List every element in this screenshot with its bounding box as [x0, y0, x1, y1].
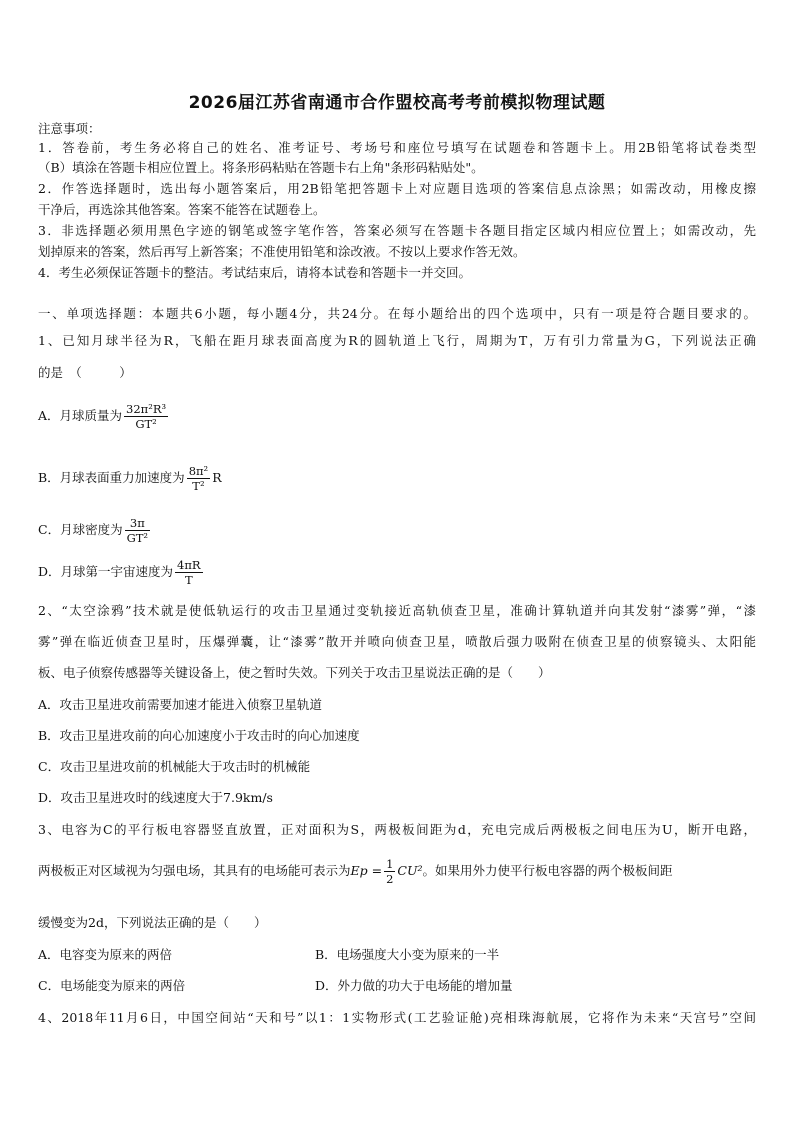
notice-item: 1．答卷前，考生务必将自己的姓名、准考证号、考场号和座位号填写在试题卷和答题卡上。用2B铅笔将试卷类型: [38, 140, 756, 155]
q1-option-c[interactable]: [38, 516, 152, 545]
section-heading: 一、单项选择题：本题共6小题，每小题4分，共24分。在每小题给出的四个选项中，只有一项是符合题目要求的。: [38, 306, 756, 321]
formula: $\frac{1}{2}$: [386, 857, 394, 886]
formula: $\frac{\text{8π²}}{\text{T²}}$: [188, 464, 209, 493]
q3-option-b[interactable]: B．电场强度大小变为原来的一半: [315, 947, 500, 962]
notice-item: 2．作答选择题时，选出每小题答案后，用2B铅笔把答题卡上对应题目选项的答案信息点涂黑；如需改动，用橡皮擦: [38, 181, 757, 196]
q3-option-d[interactable]: D．外力做的功大于电场能的增加量: [315, 978, 513, 993]
q2-stem: 2、“太空涂鸦”技术就是使低轨运行的攻击卫星通过变轨接近高轨侦查卫星，准确计算轨道并向其发射“漆雾”弹，“漆: [38, 603, 756, 618]
q3-option-c[interactable]: C．电场能变为原来的两倍: [38, 978, 186, 993]
option-label: A．月球质量为: [38, 408, 123, 423]
q3-option-a[interactable]: A．电容变为原来的两倍: [38, 947, 173, 962]
page-title: 2026届江苏省南通市合作盟校高考考前模拟物理试题: [188, 93, 606, 113]
q1-option-a[interactable]: [38, 402, 170, 431]
q2-stem: 雾”弹在临近侦查卫星时，压爆弹囊，让“漆雾”散开并喷向侦查卫星，喷散后强力吸附在侦查卫星的侦察镜头、太阳能: [38, 634, 756, 649]
q3-stem: 3、电容为C的平行板电容器竖直放置，正对面积为S，两极板间距为d，充电完成后两极板之间电压为U，断开电路，: [38, 822, 756, 837]
q2-option-d[interactable]: D．攻击卫星进攻时的线速度大于7.9km/s: [38, 790, 273, 805]
notice-item: 干净后，再选涂其他答案。答案不能答在试题卷上。: [38, 202, 326, 217]
q3-stem: 两极板正对区域视为匀强电场，其具有的电场能可表示为Ep = $\frac{1}{2}$ CU²。如果用外力使平行板电容器的两个极板间距: [38, 857, 673, 886]
q2-option-a[interactable]: A．攻击卫星进攻前需要加速才能进入侦察卫星轨道: [38, 697, 323, 712]
formula: $\frac{\text{32π²R³}}{\text{GT²}}$: [126, 402, 167, 431]
notice-item: 3．非选择题必须用黑色字迹的钢笔或签字笔作答，答案必须写在答题卡各题目指定区域内相应位置上；如需改动，先: [38, 223, 756, 238]
notice-heading: 注意事项：: [38, 121, 101, 136]
q1-stem: 1、已知月球半径为R，飞船在距月球表面高度为R的圆轨道上飞行，周期为T，万有引力常量为G，下列说法正确: [38, 333, 756, 348]
q1-option-b[interactable]: B．月球表面重力加速度为 $\frac{\text{8π²}}{\text{T²}}$ R: [38, 464, 222, 493]
q2-option-b[interactable]: B．攻击卫星进攻前的向心加速度小于攻击时的向心加速度: [38, 728, 360, 743]
notice-item: 4．考生必须保证答题卡的整洁。考试结束后，请将本试卷和答题卡一并交回。: [38, 265, 471, 280]
q2-option-c[interactable]: C．攻击卫星进攻前的机械能大于攻击时的机械能: [38, 759, 311, 774]
formula: $\frac{4\pi R}{T}$: [177, 558, 201, 587]
q2-stem: 板、电子侦察传感器等关键设备上，使之暂时失效。下列关于攻击卫星说法正确的是（ ）: [38, 665, 551, 680]
formula: $\frac{3\pi}{\text{GT²}}$: [126, 516, 149, 545]
q3-stem: 缓慢变为2d，下列说法正确的是（ ）: [38, 915, 267, 930]
q4-stem: 4、2018年11月6日，中国空间站“天和号”以1：1实物形式(工艺验证舱)亮相珠海航展，它将作为未来“天宫号”空间: [38, 1010, 756, 1025]
notice-item: （B）填涂在答题卡相应位置上。将条形码粘贴在答题卡右上角"条形码粘贴处"。: [38, 160, 484, 175]
option-label: B．月球表面重力加速度为: [38, 470, 185, 485]
option-label: D．月球第一宇宙速度为: [38, 564, 174, 579]
option-label: C．月球密度为: [38, 522, 123, 537]
q1-stem: 的是 （ ）: [38, 365, 132, 380]
q1-option-d[interactable]: [38, 558, 205, 587]
notice-item: 划掉原来的答案，然后再写上新答案；不准使用铅笔和涂改液。不按以上要求作答无效。: [38, 244, 526, 259]
formula-lhs: Ep =: [350, 863, 383, 878]
